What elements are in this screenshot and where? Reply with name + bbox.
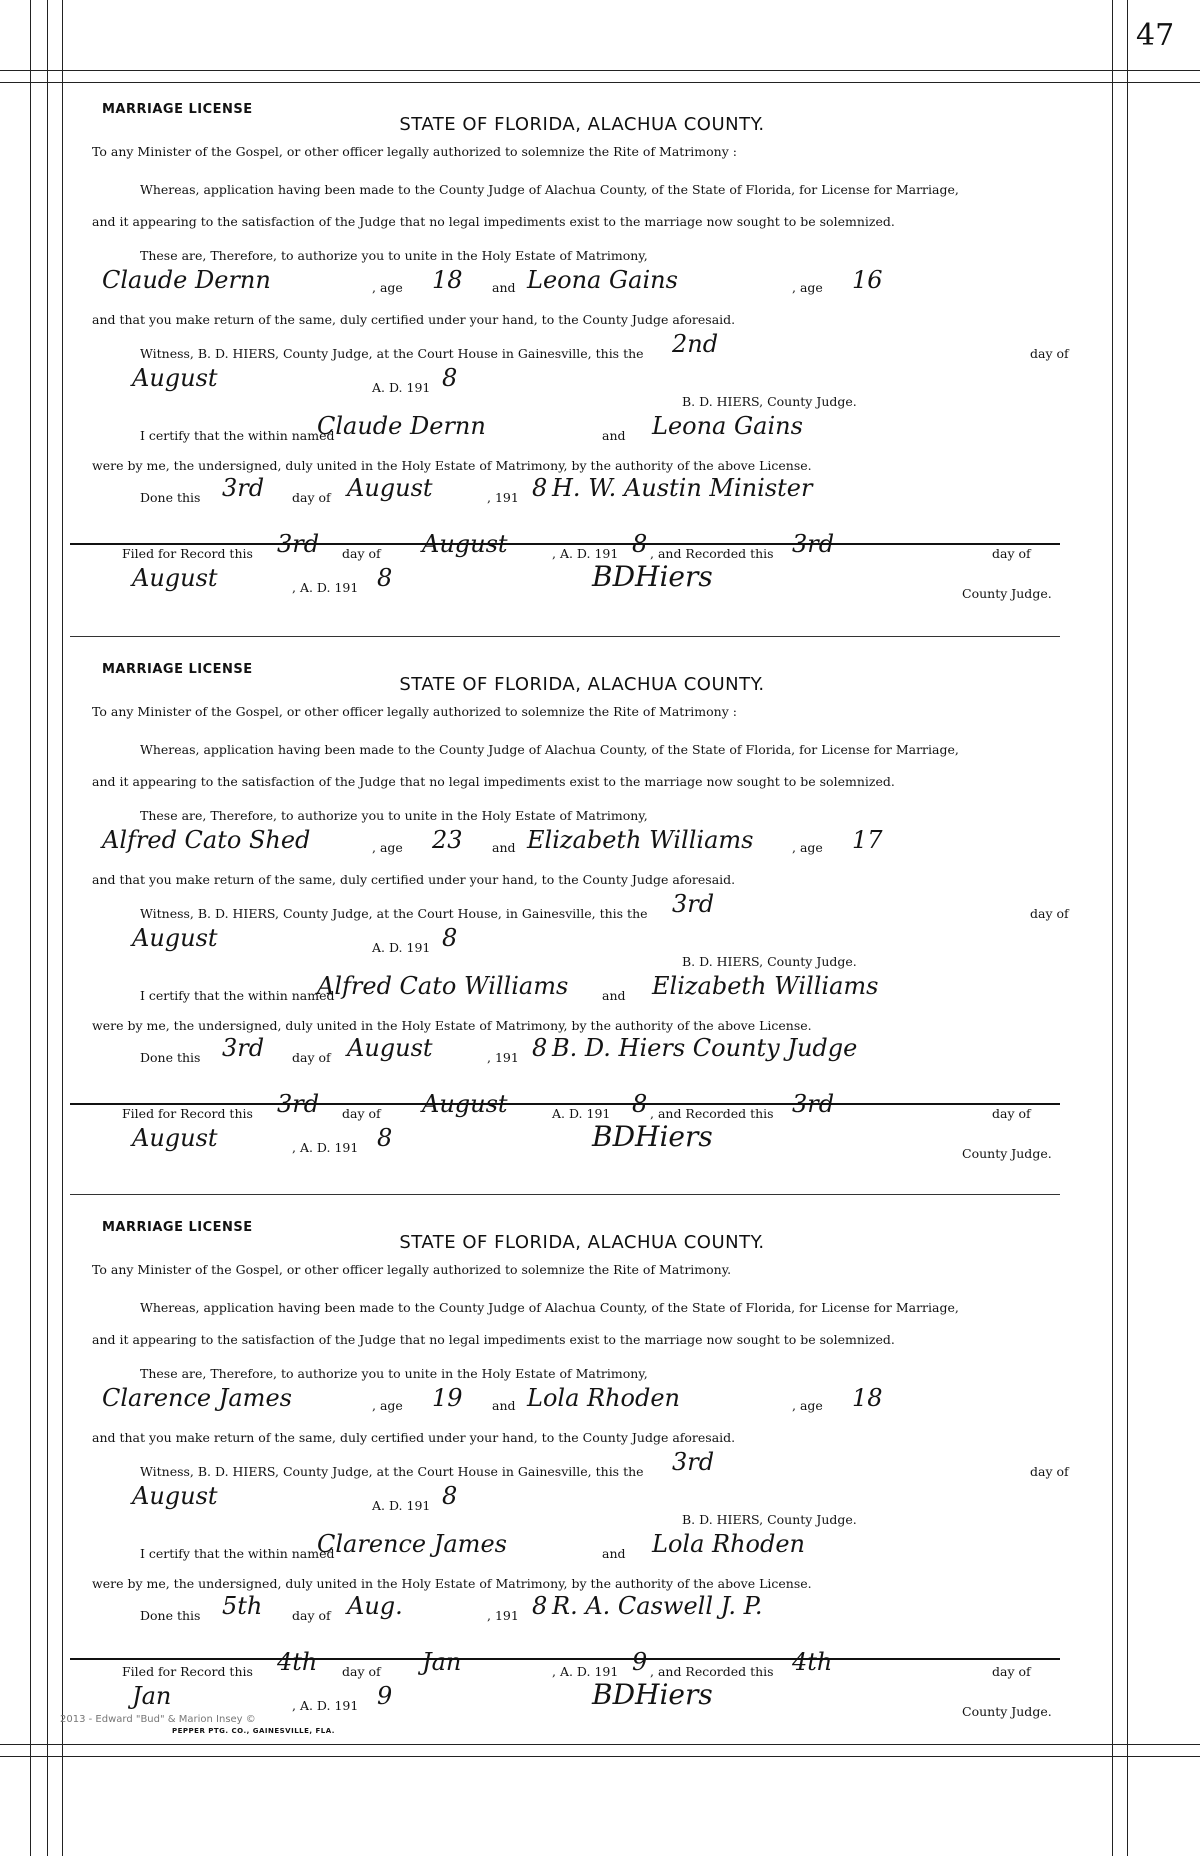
license-header: MARRIAGE LICENSE [102, 102, 253, 117]
groom-name: Clarence James [102, 1384, 292, 1412]
marriage-license-1 [92, 102, 1072, 642]
witness-line: Witness, B. D. HIERS, County Judge, at the Court House in Gainesville, this the [140, 1464, 644, 1479]
filing-separator-3 [70, 1658, 1060, 1660]
license-title: STATE OF FLORIDA, ALACHUA COUNTY. [399, 114, 765, 135]
ad-label: A. D. 191 [372, 380, 431, 395]
recorded-month: Jan [132, 1682, 172, 1710]
recorded-month: August [132, 1124, 218, 1152]
filed-year: 9 [632, 1648, 648, 1676]
filing-separator-1 [70, 543, 1060, 545]
day-of-label: day of [1030, 1464, 1069, 1479]
united-line: were by me, the undersigned, duly united in the Holy Estate of Matrimony, by the authority of the above License. [92, 458, 812, 473]
done-year-label: , 191 [487, 1608, 519, 1623]
witness-month: August [132, 924, 218, 952]
recorded-year: 9 [377, 1682, 393, 1710]
judge-signature: BDHiers [592, 1678, 713, 1711]
certified-groom: Claude Dernn [317, 412, 486, 440]
filed-label: Filed for Record this [122, 546, 253, 561]
bride-name: Lola Rhoden [527, 1384, 680, 1412]
done-day: 3rd [222, 474, 265, 502]
done-label: Done this [140, 1050, 201, 1065]
filing-separator-2 [70, 1103, 1060, 1105]
recorded-label: , and Recorded this [650, 1664, 774, 1679]
witness-line: Witness, B. D. HIERS, County Judge, at the Court House, in Gainesville, this the [140, 906, 648, 921]
united-line: were by me, the undersigned, duly united in the Holy Estate of Matrimony, by the authority of the above License. [92, 1018, 812, 1033]
cert-and-label: and [602, 1546, 626, 1561]
groom-name: Claude Dernn [102, 266, 271, 294]
groom-age: 23 [432, 826, 463, 854]
filed-label: Filed for Record this [122, 1664, 253, 1679]
done-label: Done this [140, 1608, 201, 1623]
recorded-day: 3rd [792, 1090, 835, 1118]
certified-groom: Alfred Cato Williams [317, 972, 569, 1000]
age-label: , age [372, 840, 403, 855]
filed-month: Jan [422, 1648, 462, 1676]
age-label-2: , age [792, 280, 823, 295]
county-judge-label: County Judge. [962, 1704, 1052, 1719]
recorded-year: 8 [377, 1124, 393, 1152]
day-of-label: day of [1030, 906, 1069, 921]
appearing-line: and it appearing to the satisfaction of the Judge that no legal impediments exist to the marriage now sought to be solemnized. [92, 1332, 895, 1347]
license-separator-1 [70, 636, 1060, 637]
marriage-license-3 [92, 1220, 1072, 1760]
certified-bride: Lola Rhoden [652, 1530, 805, 1558]
certified-bride: Leona Gains [652, 412, 803, 440]
filed-day-of: day of [342, 1664, 381, 1679]
recorded-ad: , A. D. 191 [292, 580, 359, 595]
recorded-label: , and Recorded this [650, 546, 774, 561]
bride-age: 16 [852, 266, 883, 294]
filed-day: 4th [277, 1648, 318, 1676]
copyright-credit: 2013 - Edward "Bud" & Marion Insey © [60, 1714, 256, 1725]
county-judge-label: County Judge. [962, 586, 1052, 601]
filed-day: 3rd [277, 530, 320, 558]
cert-and-label: and [602, 428, 626, 443]
ad-label: A. D. 191 [372, 1498, 431, 1513]
and-label: and [492, 1398, 516, 1413]
officiant-signature: B. D. Hiers County Judge [552, 1034, 858, 1062]
recorded-month: August [132, 564, 218, 592]
witness-day: 3rd [672, 890, 715, 918]
done-year: 8 [532, 474, 548, 502]
license-header: MARRIAGE LICENSE [102, 662, 253, 677]
recorded-day-of: day of [992, 1106, 1031, 1121]
age-label: , age [372, 280, 403, 295]
filed-ad: , A. D. 191 [552, 1664, 619, 1679]
left-margin-rule [30, 0, 31, 1856]
done-month: August [347, 474, 433, 502]
license-header: MARRIAGE LICENSE [102, 1220, 253, 1235]
age-label: , age [372, 1398, 403, 1413]
appearing-line: and it appearing to the satisfaction of the Judge that no legal impediments exist to the marriage now sought to be solemnized. [92, 214, 895, 229]
bride-name: Leona Gains [527, 266, 678, 294]
filed-month: August [422, 530, 508, 558]
address-line: To any Minister of the Gospel, or other officer legally authorized to solemnize the Rite of Matrimony. [92, 1262, 732, 1277]
done-year: 8 [532, 1034, 548, 1062]
license-separator-2 [70, 1194, 1060, 1195]
filed-year: 8 [632, 530, 648, 558]
filed-ad: A. D. 191 [552, 1106, 611, 1121]
recorded-ad: , A. D. 191 [292, 1698, 359, 1713]
done-day-of: day of [292, 490, 331, 505]
judge-label: B. D. HIERS, County Judge. [682, 1512, 857, 1527]
whereas-line: Whereas, application having been made to the County Judge of Alachua County, of the State of Florida, for License for Marriage, [140, 1300, 959, 1315]
top-rule-2 [0, 82, 1200, 83]
recorded-ad: , A. D. 191 [292, 1140, 359, 1155]
printer-imprint: PEPPER PTG. CO., GAINESVILLE, FLA. [172, 1727, 335, 1735]
done-day: 3rd [222, 1034, 265, 1062]
certify-line: I certify that the within named [140, 428, 335, 443]
left-margin-rule-2 [47, 0, 48, 1856]
bride-age: 18 [852, 1384, 883, 1412]
done-month: August [347, 1034, 433, 1062]
witness-day: 2nd [672, 330, 719, 358]
return-line: and that you make return of the same, duly certified under your hand, to the County Judge aforesaid. [92, 312, 736, 327]
filed-ad: , A. D. 191 [552, 546, 619, 561]
done-day: 5th [222, 1592, 263, 1620]
address-line: To any Minister of the Gospel, or other officer legally authorized to solemnize the Rite of Matrimony : [92, 144, 737, 159]
license-title: STATE OF FLORIDA, ALACHUA COUNTY. [399, 1232, 765, 1253]
license-title: STATE OF FLORIDA, ALACHUA COUNTY. [399, 674, 765, 695]
bride-age: 17 [852, 826, 883, 854]
ad-label: A. D. 191 [372, 940, 431, 955]
filed-day-of: day of [342, 1106, 381, 1121]
return-line: and that you make return of the same, duly certified under your hand, to the County Judge aforesaid. [92, 872, 736, 887]
groom-age: 19 [432, 1384, 463, 1412]
done-year: 8 [532, 1592, 548, 1620]
authorize-line: These are, Therefore, to authorize you to unite in the Holy Estate of Matrimony, [140, 1366, 648, 1381]
filed-month: August [422, 1090, 508, 1118]
top-rule [0, 70, 1200, 71]
filed-label: Filed for Record this [122, 1106, 253, 1121]
groom-age: 18 [432, 266, 463, 294]
whereas-line: Whereas, application having been made to the County Judge of Alachua County, of the State of Florida, for License for Marriage, [140, 742, 959, 757]
filed-year: 8 [632, 1090, 648, 1118]
address-line: To any Minister of the Gospel, or other officer legally authorized to solemnize the Rite of Matrimony : [92, 704, 737, 719]
authorize-line: These are, Therefore, to authorize you to unite in the Holy Estate of Matrimony, [140, 808, 648, 823]
age-label-2: , age [792, 840, 823, 855]
recorded-day: 3rd [792, 530, 835, 558]
officiant-signature: R. A. Caswell J. P. [552, 1592, 763, 1620]
witness-month: August [132, 1482, 218, 1510]
certified-groom: Clarence James [317, 1530, 507, 1558]
page-number: 47 [1136, 18, 1175, 53]
recorded-day: 4th [792, 1648, 833, 1676]
right-margin-rule [1112, 0, 1113, 1856]
return-line: and that you make return of the same, duly certified under your hand, to the County Judge aforesaid. [92, 1430, 736, 1445]
whereas-line: Whereas, application having been made to the County Judge of Alachua County, of the State of Florida, for License for Marriage, [140, 182, 959, 197]
recorded-label: , and Recorded this [650, 1106, 774, 1121]
certify-line: I certify that the within named [140, 1546, 335, 1561]
done-day-of: day of [292, 1050, 331, 1065]
done-day-of: day of [292, 1608, 331, 1623]
certify-line: I certify that the within named [140, 988, 335, 1003]
groom-name: Alfred Cato Shed [102, 826, 311, 854]
judge-signature: BDHiers [592, 560, 713, 593]
and-label: and [492, 280, 516, 295]
recorded-day-of: day of [992, 1664, 1031, 1679]
cert-and-label: and [602, 988, 626, 1003]
left-margin-rule-3 [62, 0, 63, 1856]
done-year-label: , 191 [487, 490, 519, 505]
day-of-label: day of [1030, 346, 1069, 361]
bride-name: Elizabeth Williams [527, 826, 754, 854]
done-year-label: , 191 [487, 1050, 519, 1065]
certified-bride: Elizabeth Williams [652, 972, 879, 1000]
officiant-signature: H. W. Austin Minister [552, 474, 813, 502]
judge-label: B. D. HIERS, County Judge. [682, 954, 857, 969]
done-month: Aug. [347, 1592, 403, 1620]
witness-line: Witness, B. D. HIERS, County Judge, at the Court House in Gainesville, this the [140, 346, 644, 361]
and-label: and [492, 840, 516, 855]
filed-day: 3rd [277, 1090, 320, 1118]
united-line: were by me, the undersigned, duly united in the Holy Estate of Matrimony, by the authority of the above License. [92, 1576, 812, 1591]
recorded-year: 8 [377, 564, 393, 592]
authorize-line: These are, Therefore, to authorize you to unite in the Holy Estate of Matrimony, [140, 248, 648, 263]
judge-signature: BDHiers [592, 1120, 713, 1153]
filed-day-of: day of [342, 546, 381, 561]
done-label: Done this [140, 490, 201, 505]
marriage-license-2 [92, 662, 1072, 1202]
judge-label: B. D. HIERS, County Judge. [682, 394, 857, 409]
age-label-2: , age [792, 1398, 823, 1413]
witness-day: 3rd [672, 1448, 715, 1476]
witness-year: 8 [442, 924, 458, 952]
recorded-day-of: day of [992, 546, 1031, 561]
witness-year: 8 [442, 364, 458, 392]
county-judge-label: County Judge. [962, 1146, 1052, 1161]
appearing-line: and it appearing to the satisfaction of the Judge that no legal impediments exist to the marriage now sought to be solemnized. [92, 774, 895, 789]
witness-year: 8 [442, 1482, 458, 1510]
right-margin-rule-2 [1127, 0, 1128, 1856]
witness-month: August [132, 364, 218, 392]
